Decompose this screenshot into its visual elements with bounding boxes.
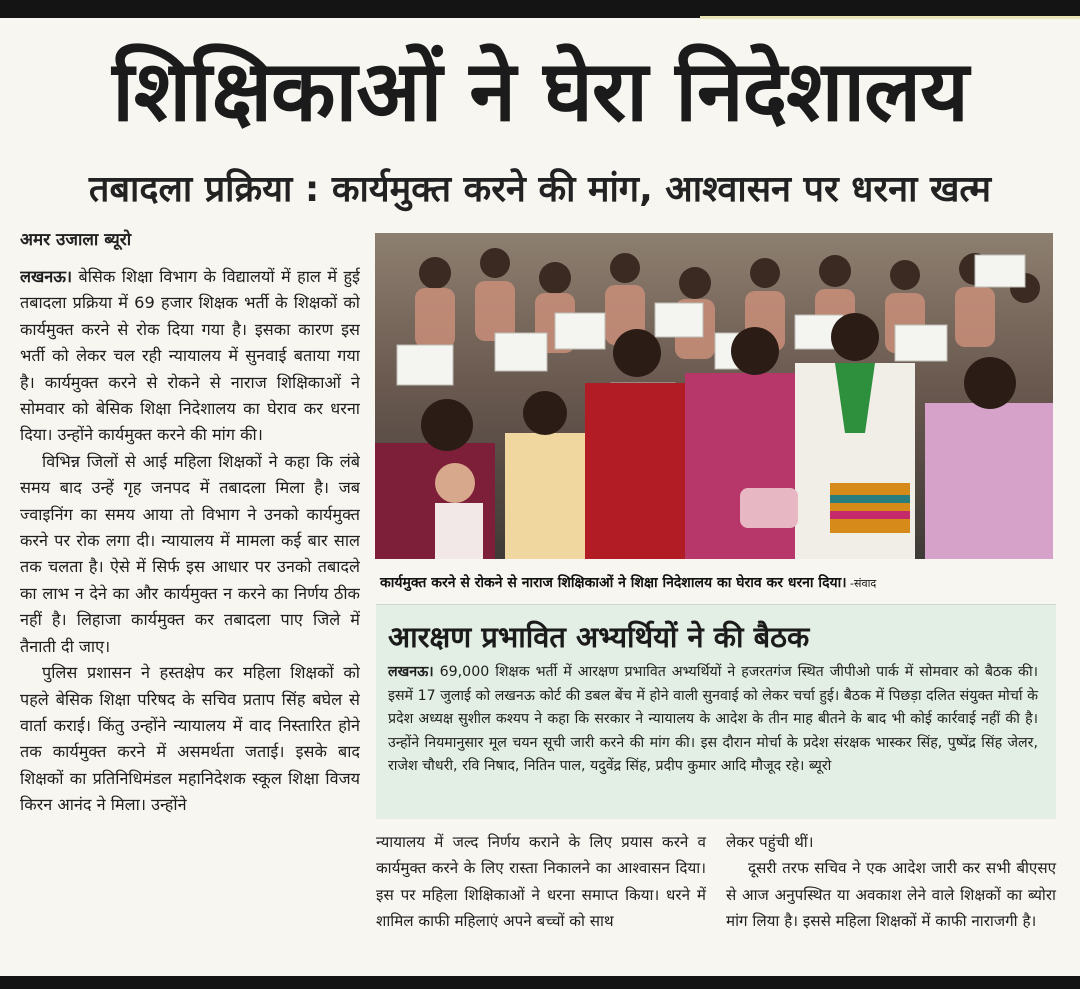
subheadline: तबादला प्रक्रिया : कार्यमुक्त करने की मांग, आश्वासन पर धरना खत्म (88, 169, 992, 210)
main-story-continued-column: न्यायालय में जल्द निर्णय कराने के लिए प्रयास करने व कार्यमुक्त करने के लिए रास्ता निकालने का आश्वासन दिया। इस पर महिला शिक्षिकाओं ने धरना समाप्त किया। धरने में शामिल काफी महिलाएं अपने बच्चों को साथ (376, 833, 706, 931)
sidebar-dateline: लखनऊ। (388, 664, 434, 680)
final-paragraph-1: लेकर पहुंची थीं। (726, 833, 814, 851)
sidebar-story-title: आरक्षण प्रभावित अभ्यर्थियों ने की बैठक (388, 620, 810, 654)
main-story-column (20, 264, 360, 964)
top-accent-line (700, 16, 1080, 19)
paragraph-2: विभिन्न जिलों से आई महिला शिक्षकों ने कहा कि लंबे समय बाद उन्हें गृह जनपद में तबादला मिला है। जब ज्वाइनिंग का समय आया तो विभाग ने उनको कार्यमुक्त करने पर रोक लगा दी। न्यायालय में मामला कई बार साल तक चलता है। ऐसे में सिर्फ इस आधार पर उनको तबादले का लाभ न देने का और कार्यमुक्त न करने का निर्णय ठीक नहीं है। लिहाजा कार्यमुक्त कर तबादला पाए जिले में तैनाती दी जाए। (20, 451, 360, 656)
dateline: लखनऊ। (20, 267, 73, 286)
protest-photo (375, 233, 1053, 559)
paragraph-1-text: बेसिक शिक्षा विभाग के विद्यालयों में हाल में हुई तबादला प्रक्रिया में 69 हजार शिक्षक भर्ती के शिक्षकों को कार्यमुक्त करने से रोक दिया गया है। इसका कारण इस भर्ती को लेकर चल रही न्यायालय में सुनवाई बताया गया है। कार्यमुक्त करने से रोकने से नाराज शिक्षिकाओं ने सोमवार को बेसिक शिक्षा निदेशालय का घेराव कर धरना दिया। उन्होंने कार्यमुक्त करने की मांग की। (20, 267, 360, 445)
final-paragraph-2: दूसरी तरफ सचिव ने एक आदेश जारी कर सभी बीएसए से आज अनुपस्थित या अवकाश लेने वाले शिक्षकों का ब्योरा मांग लिया है। इससे महिला शिक्षकों में काफी नाराजगी है। (726, 859, 1056, 931)
protest-photo-illustration (375, 233, 1053, 559)
photo-caption (380, 573, 1060, 592)
photo-caption-text: कार्यमुक्त करने से रोकने से नाराज शिक्षिकाओं ने शिक्षा निदेशालय का घेराव कर धरना दिया। (380, 575, 847, 591)
top-border (0, 0, 1080, 18)
sidebar-story-box (376, 604, 1056, 819)
paragraph-3: पुलिस प्रशासन ने हस्तक्षेप कर महिला शिक्षकों को पहले बेसिक शिक्षा परिषद के सचिव प्रताप सिंह बघेल से वार्ता कराई। किंतु उन्होंने न्यायालय में वाद निस्तारित होने तक कार्यमुक्त करने में असमर्थता जताई। इसके बाद शिक्षकों का प्रतिनिधिमंडल महानिदेशक स्कूल शिक्षा विजय किरन आनंद ने मिला। उन्होंने (20, 663, 360, 815)
photo-credit: -संवाद (846, 577, 877, 590)
sidebar-story-text: 69,000 शिक्षक भर्ती में आरक्षण प्रभावित अभ्यर्थियों ने हजरतगंज स्थित जीपीओ पार्क में सोमवार को बैठक की। इसमें 17 जुलाई को लखनऊ कोर्ट की डबल बेंच में होने वाली सुनवाई को लेकर चर्चा हुई। बैठक में पिछड़ा दलित संयुक्त मोर्चा के प्रदेश अध्यक्ष सुशील कश्यप ने कहा कि सरकार ने न्यायालय के आदेश के तीन माह बीतने के बाद भी कोई कार्रवाई नहीं की है। उन्होंने नियमानुसार मूल चयन सूची जारी करने की मांग की। इस दौरान मोर्चा के प्रदेश संरक्षक भास्कर सिंह, पुष्पेंद्र सिंह जेलर, राजेश चौधरी, रवि निषाद, नितिन पाल, यदुवेंद्र सिंह, प्रदीप कुमार आदि मौजूद रहे। ब्यूरो (388, 664, 1038, 774)
paragraph-1 (20, 264, 360, 449)
byline: अमर उजाला ब्यूरो (20, 230, 132, 250)
main-story-final-column (726, 829, 1056, 935)
sidebar-story-body (388, 661, 1038, 779)
bottom-border (0, 976, 1080, 989)
headline: शिक्षिकाओं ने घेरा निदेशालय (112, 42, 968, 140)
